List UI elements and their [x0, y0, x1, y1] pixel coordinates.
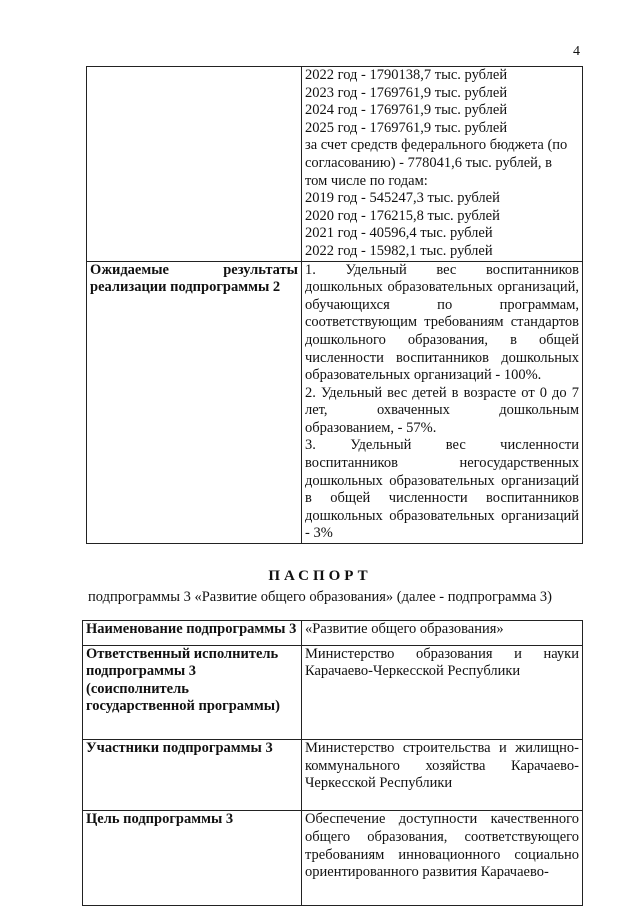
- table-row: [83, 811, 583, 906]
- funding-line: том числе по годам:: [305, 172, 428, 189]
- funding-line: 2020 год - 176215,8 тыс. рублей: [305, 207, 500, 224]
- funding-line: 2019 год - 545247,3 тыс. рублей: [305, 190, 500, 207]
- funding-cell: [302, 67, 583, 262]
- expected-results-cell: [302, 261, 583, 544]
- funding-table: [86, 66, 583, 544]
- passport-title: ПАСПОРТ: [268, 568, 372, 584]
- row-value: Министерство строительства и жилищно-коммунального хозяйства Карачаево-Черкесской Республики: [302, 740, 583, 811]
- passport-subtitle: подпрограммы 3 «Развитие общего образования» (далее - подпрограмма 3): [88, 589, 552, 605]
- row-label: Наименование подпрограммы 3: [83, 621, 302, 646]
- funding-line: 2022 год - 1790138,7 тыс. рублей: [305, 67, 508, 83]
- result-item: 3. Удельный вес численности воспитанников негосударственных дошкольных образовательных организаций в общей численности воспитанников дошкольных образовательных организаций - 3%: [305, 437, 579, 542]
- table-row: [87, 261, 583, 544]
- table-row: [83, 645, 583, 740]
- funding-line: 2022 год - 15982,1 тыс. рублей: [305, 242, 493, 259]
- row-label: Ответственный исполнитель подпрограммы 3 (соисполнитель государственной программы): [83, 645, 302, 740]
- funding-line: 2023 год - 1769761,9 тыс. рублей: [305, 84, 508, 101]
- result-item: 2. Удельный вес детей в возрасте от 0 до 7 лет, охваченных дошкольным образованием, - 57%.: [305, 384, 579, 436]
- table-cell-empty: [87, 67, 302, 262]
- row-label: Участники подпрограммы 3: [83, 740, 302, 811]
- funding-line: согласованию) - 778041,6 тыс. рублей, в: [305, 154, 553, 171]
- result-item: 1. Удельный вес воспитанников дошкольных образовательных организаций, обучающихся по программам, соответствующим требованиям стандартов дошкольного образования, в общей численности воспитанников дошкольных образовательных организаций - 100%.: [305, 261, 579, 384]
- table-row: [83, 621, 583, 646]
- passport-table: [82, 620, 583, 906]
- row-value: Министерство образования и науки Карачаево-Черкесской Республики: [302, 645, 583, 740]
- expected-results-label: Ожидаемые результаты реализации подпрограммы 2: [87, 261, 302, 544]
- page-number: 4: [573, 44, 580, 59]
- row-value: «Развитие общего образования»: [302, 621, 583, 646]
- row-value: Обеспечение доступности качественного общего образования, соответствующего требованиям инновационного социально ориентированного развития Карачаево-: [302, 811, 583, 906]
- funding-line: за счет средств федерального бюджета (по: [305, 137, 568, 154]
- table-row: [87, 67, 583, 262]
- funding-line: 2021 год - 40596,4 тыс. рублей: [305, 225, 493, 242]
- funding-line: 2024 год - 1769761,9 тыс. рублей: [305, 102, 508, 119]
- table-row: [83, 740, 583, 811]
- funding-line: 2025 год - 1769761,9 тыс. рублей: [305, 119, 508, 136]
- row-label: Цель подпрограммы 3: [83, 811, 302, 906]
